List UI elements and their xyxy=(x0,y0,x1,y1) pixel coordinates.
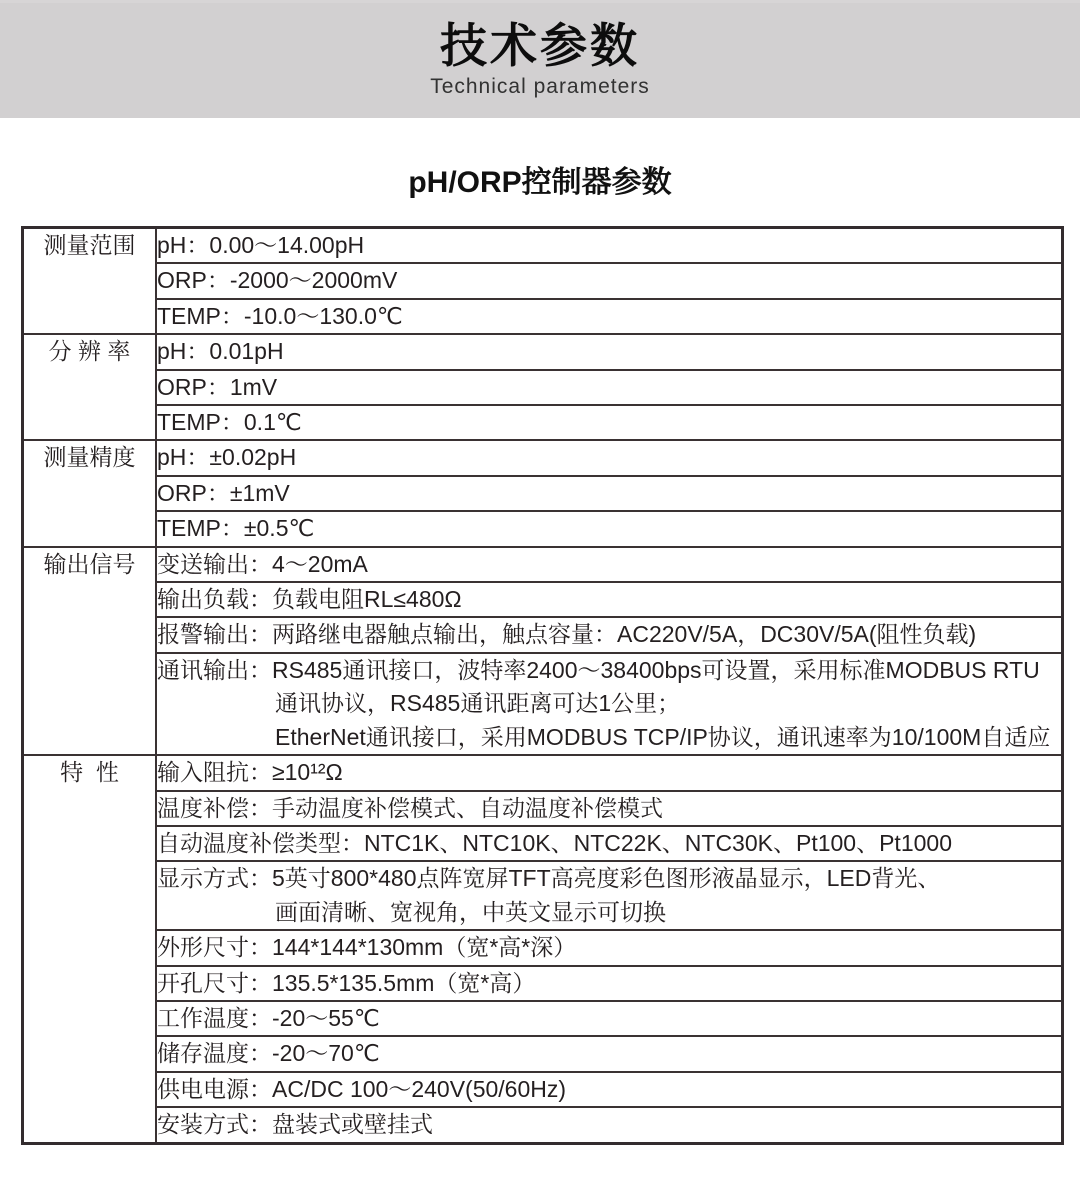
spec-row xyxy=(23,1036,1063,1071)
spec-line: TEMP：0.1℃ xyxy=(157,409,302,436)
spec-line: 输出负载：负载电阻RL≤480Ω xyxy=(157,586,462,613)
spec-line: ORP：1mV xyxy=(157,373,278,400)
spec-line: 通讯输出：RS485通讯接口，波特率2400～38400bps可设置，采用标准MODBUS RTU xyxy=(157,656,1040,683)
spec-row xyxy=(23,1072,1063,1107)
spec-line: pH：0.00～14.00pH xyxy=(157,232,365,258)
spec-line: 安装方式：盘装式或壁挂式 xyxy=(157,1111,433,1138)
spec-line: 储存温度：-20～70℃ xyxy=(157,1040,380,1067)
spec-line: 自动温度补偿类型：NTC1K、NTC10K、NTC22K、NTC30K、Pt100、Pt1000 xyxy=(157,829,952,856)
spec-cell xyxy=(156,405,1063,440)
spec-line: pH：±0.02pH xyxy=(157,444,297,471)
spec-cell xyxy=(156,861,1063,930)
spec-row xyxy=(23,263,1063,298)
spec-row xyxy=(23,511,1063,546)
spec-row xyxy=(23,1107,1063,1143)
spec-cell xyxy=(156,476,1063,511)
spec-row xyxy=(23,1001,1063,1036)
spec-group-label: 输出信号 xyxy=(23,547,157,755)
spec-cell xyxy=(156,370,1063,405)
spec-line: EtherNet通讯接口，采用MODBUS TCP/IP协议，通讯速率为10/100M自适应 xyxy=(275,723,1051,750)
spec-line: 报警输出：两路继电器触点输出，触点容量：AC220V/5A，DC30V/5A(阻性负载) xyxy=(157,621,977,648)
spec-cell xyxy=(156,299,1063,334)
spec-row xyxy=(23,755,1063,790)
spec-row xyxy=(23,653,1063,755)
spec-row xyxy=(23,440,1063,475)
spec-cell xyxy=(156,653,1063,755)
spec-cell xyxy=(156,547,1063,582)
spec-cell xyxy=(156,1036,1063,1071)
section-title: pH/ORP控制器参数 xyxy=(408,166,672,199)
spec-group-label: 测量范围 xyxy=(23,228,157,335)
spec-line: ORP：-2000～2000mV xyxy=(157,267,398,294)
spec-line: TEMP：±0.5℃ xyxy=(157,515,315,542)
spec-cell xyxy=(156,1001,1063,1036)
spec-cell xyxy=(156,930,1063,965)
spec-row xyxy=(23,334,1063,369)
spec-line: pH：0.01pH xyxy=(157,338,284,365)
spec-line: 工作温度：-20～55℃ xyxy=(157,1004,380,1031)
spec-cell xyxy=(156,228,1063,264)
spec-cell xyxy=(156,617,1063,652)
spec-line: TEMP：-10.0～130.0℃ xyxy=(157,302,403,329)
spec-row xyxy=(23,476,1063,511)
page-title: 技术参数 xyxy=(440,19,640,72)
spec-cell xyxy=(156,511,1063,546)
spec-cell xyxy=(156,791,1063,826)
spec-cell xyxy=(156,582,1063,617)
spec-cell xyxy=(156,966,1063,1001)
spec-group-label: 特 性 xyxy=(23,755,157,1143)
spec-line: ORP：±1mV xyxy=(157,479,290,506)
spec-row xyxy=(23,228,1063,264)
spec-row xyxy=(23,826,1063,861)
spec-row xyxy=(23,582,1063,617)
spec-cell xyxy=(156,263,1063,298)
spec-row xyxy=(23,791,1063,826)
spec-cell xyxy=(156,755,1063,790)
spec-line: 输入阻抗：≥10¹²Ω xyxy=(157,759,343,786)
spec-line: 画面清晰、宽视角，中英文显示可切换 xyxy=(275,898,666,925)
spec-row xyxy=(23,405,1063,440)
spec-cell xyxy=(156,440,1063,475)
spec-row xyxy=(23,547,1063,582)
spec-cell xyxy=(156,1072,1063,1107)
spec-cell xyxy=(156,334,1063,369)
spec-cell xyxy=(156,1107,1063,1143)
spec-table xyxy=(21,226,1064,1145)
spec-row xyxy=(23,930,1063,965)
spec-group-label: 分 辨 率 xyxy=(23,334,157,440)
spec-group-label: 测量精度 xyxy=(23,440,157,546)
spec-cell xyxy=(156,826,1063,861)
spec-row xyxy=(23,370,1063,405)
spec-line: 外形尺寸：144*144*130mm（宽*高*深） xyxy=(157,934,577,961)
spec-line: 供电电源：AC/DC 100～240V(50/60Hz) xyxy=(157,1075,567,1102)
spec-line: 开孔尺寸：135.5*135.5mm（宽*高） xyxy=(157,969,536,996)
spec-row xyxy=(23,617,1063,652)
spec-row xyxy=(23,966,1063,1001)
page-subtitle: Technical parameters xyxy=(430,75,650,98)
spec-line: 变送输出：4～20mA xyxy=(157,550,368,577)
spec-line: 温度补偿：手动温度补偿模式、自动温度补偿模式 xyxy=(157,794,663,821)
spec-row xyxy=(23,299,1063,334)
spec-line: 显示方式：5英寸800*480点阵宽屏TFT高亮度彩色图形液晶显示，LED背光、 xyxy=(157,865,941,892)
spec-row xyxy=(23,861,1063,930)
spec-line: 通讯协议，RS485通讯距离可达1公里； xyxy=(275,690,681,717)
header-banner xyxy=(0,0,1080,118)
